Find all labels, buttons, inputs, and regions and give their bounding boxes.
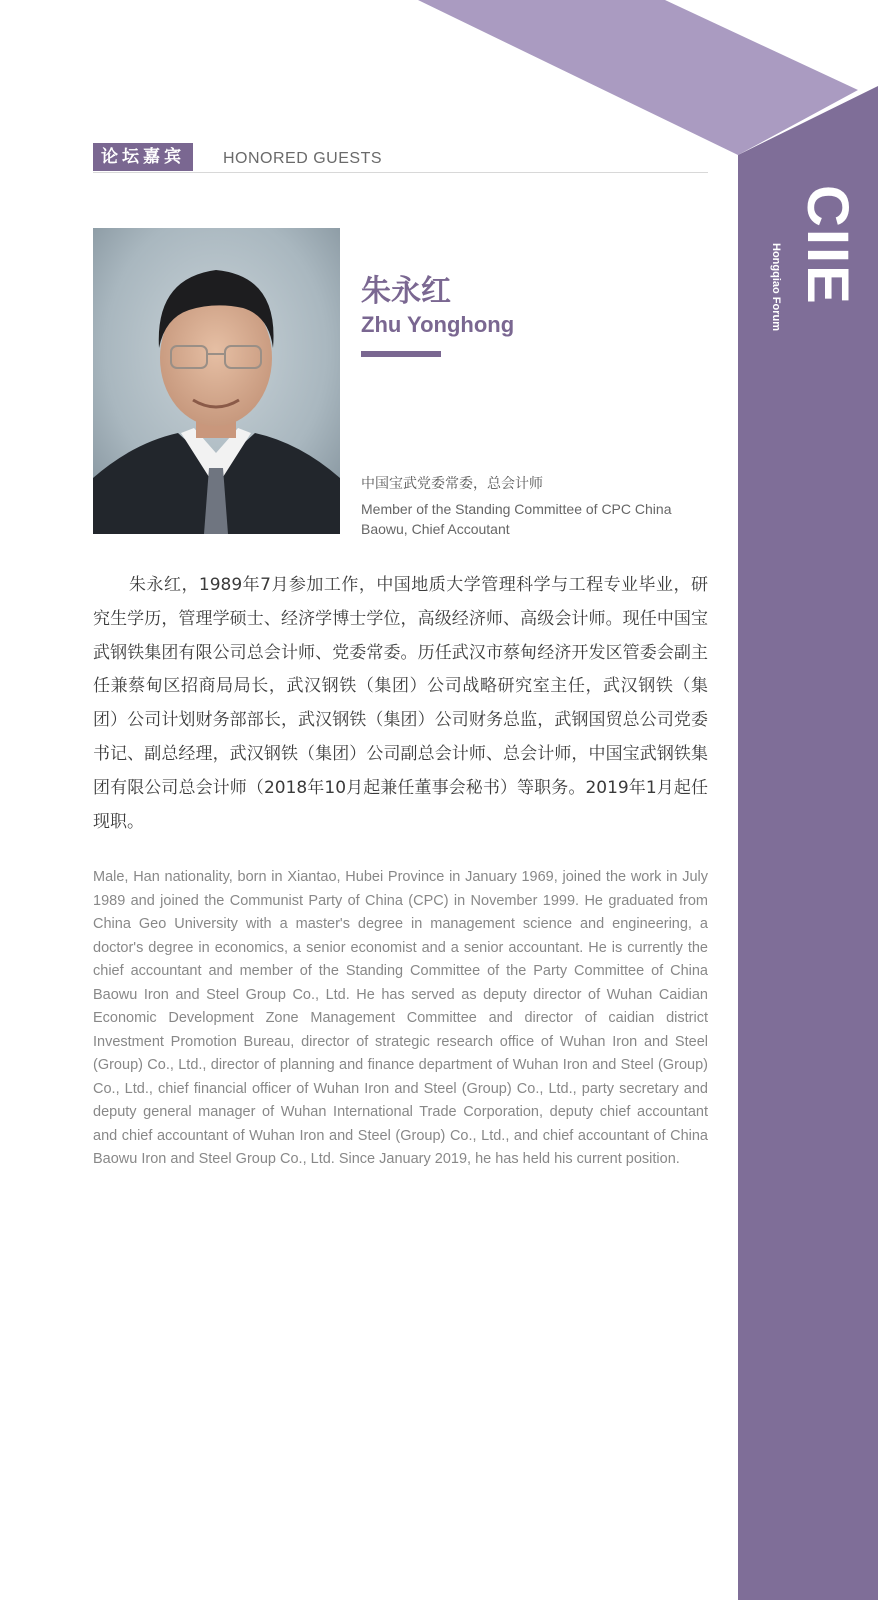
ciie-logo <box>748 185 858 365</box>
guest-name-en: Zhu Yonghong <box>361 312 515 337</box>
guest-title-cn: 中国宝武党委常委，总会计师 <box>361 476 543 492</box>
ciie-mark: CIIE <box>795 185 860 306</box>
section-label-cn: 论坛嘉宾 <box>93 143 193 171</box>
section-label-en: HONORED GUESTS <box>223 150 383 167</box>
biography-en: Male, Han nationality, born in Xiantao, Hubei Province in January 1969, joined the work in July 1989 and joined the Communist Party of China (CPC) in November 1999. He graduated from China Geo University with a master's degree in management science and engineering, a doctor's degree in economics, a senior economist and a senior accountant. He is currently the chief accountant and member of the Standing Committee of the Party Committee of China Baowu Iron and Steel Group Co., Ltd. He has served as deputy director of Wuhan Caidian Economic Development Zone Management Committee and director of caidian district Investment Promotion Bureau, director of strategic research office of Wuhan Iron and Steel (Group) Co., Ltd., director of planning and finance department of Wuhan Iron and Steel (Group) Co., Ltd., chief financial officer of Wuhan Iron and Steel (Group) Co., Ltd., party secretary and deputy general manager of Wuhan International Trade Corporation, deputy chief accountant and chief accountant of Wuhan Iron and Steel (Group) Co., Ltd., and chief accountant of China Baowu Iron and Steel Group Co., Ltd. Since January 2019, he has held his current position. <box>93 869 708 1167</box>
guest-title-en: Member of the Standing Committee of CPC China Baowu, Chief Accoutant <box>361 501 672 537</box>
section-header <box>93 143 708 173</box>
guest-name-cn: 朱永红 <box>361 274 451 309</box>
biography-cn: 朱永红，1989年7月参加工作，中国地质大学管理科学与工程专业毕业，研究生学历，管理学硕士、经济学博士学位，高级经济师、高级会计师。现任中国宝武钢铁集团有限公司总会计师、党委常委。历任武汉市蔡甸经济开发区管委会副主任兼蔡甸区招商局局长，武汉钢铁（集团）公司战略研究室主任，武汉钢铁（集团）公司计划财务部部长，武汉钢铁（集团）公司财务总监，武钢国贸总公司党委书记、副总经理，武汉钢铁（集团）公司副总会计师、总会计师，中国宝武钢铁集团有限公司总会计师（2018年10月起兼任董事会秘书）等职务。2019年1月起任现职。 <box>93 575 708 832</box>
name-underline <box>361 351 441 357</box>
guest-portrait <box>93 228 340 534</box>
forum-label: Hongqiao Forum <box>770 243 782 331</box>
